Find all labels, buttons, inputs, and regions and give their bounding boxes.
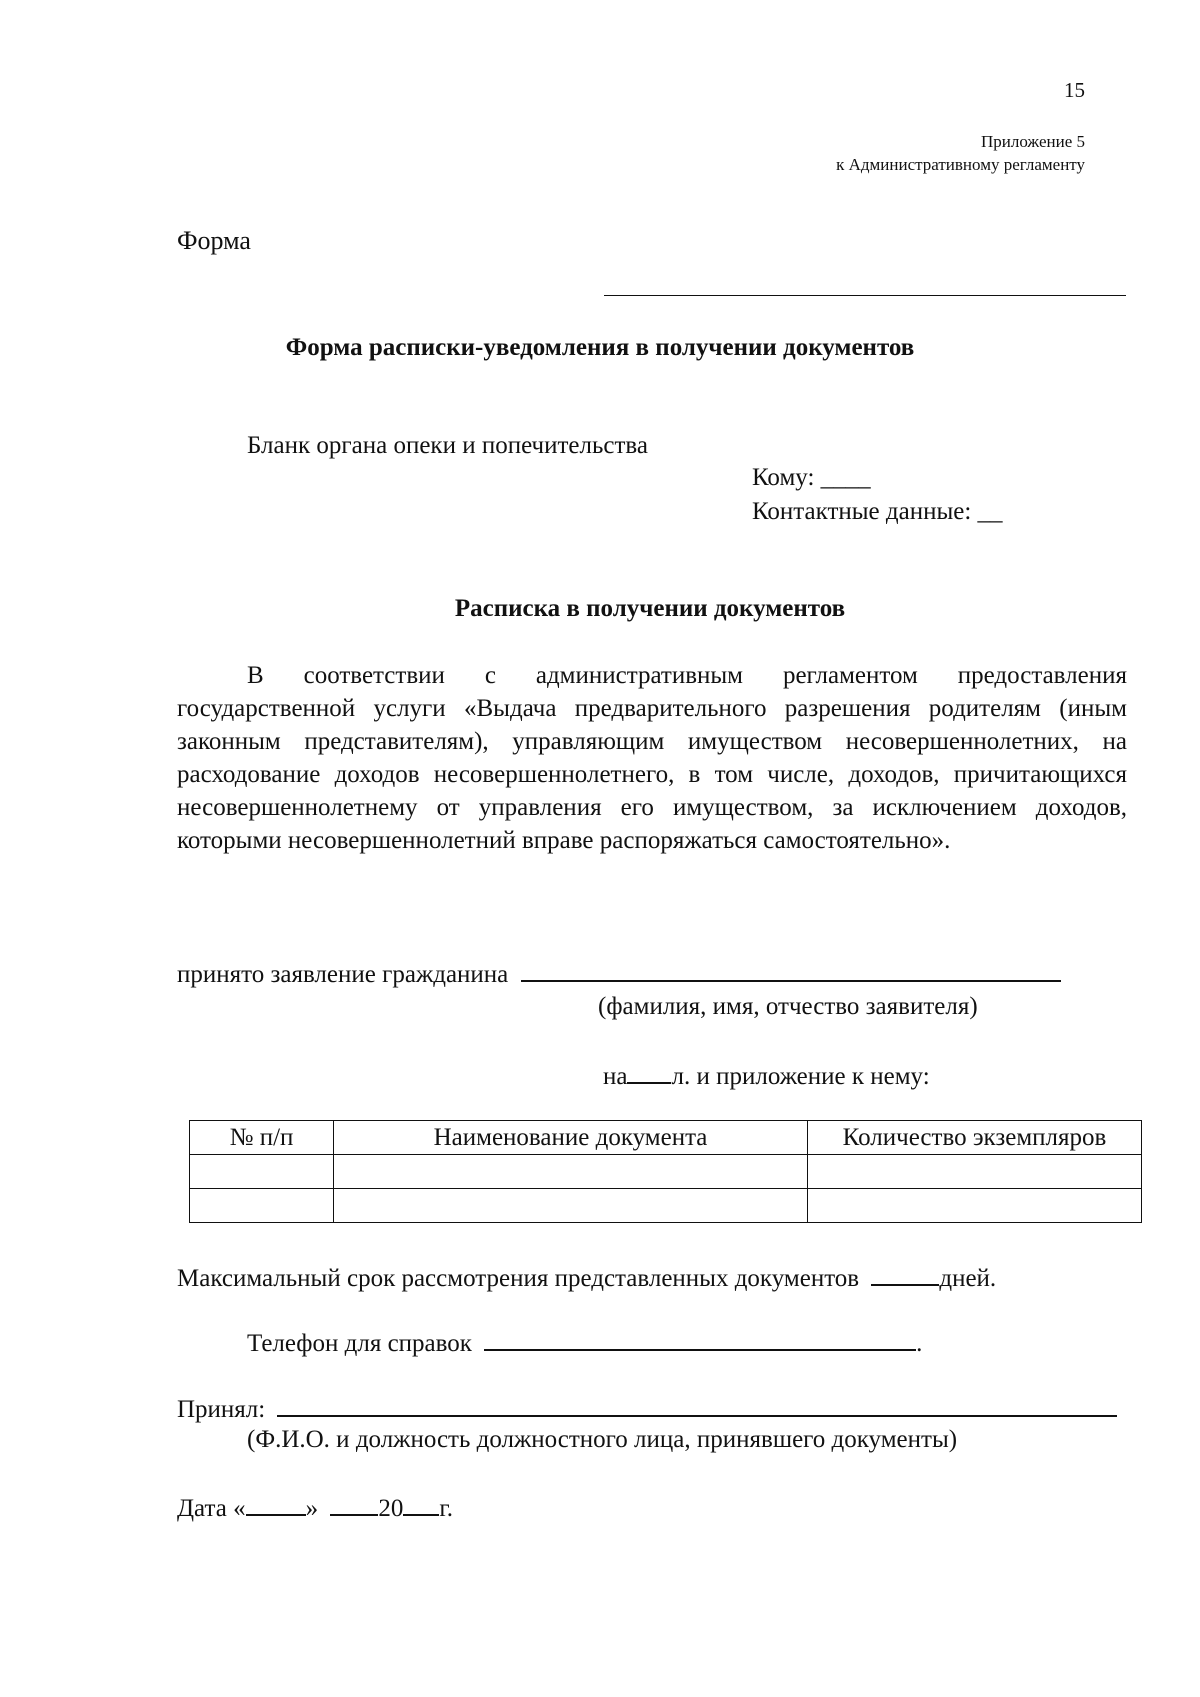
table-row xyxy=(190,1155,1142,1189)
accepted-by-row xyxy=(177,1393,1117,1424)
page-number: 15 xyxy=(1064,78,1085,102)
date-row xyxy=(177,1492,453,1523)
documents-table xyxy=(189,1120,1142,1223)
pages-row xyxy=(603,1060,930,1091)
accepted-by-label: Принял: xyxy=(177,1396,266,1423)
phone-row xyxy=(247,1327,922,1358)
phone-label: Телефон для справок xyxy=(247,1330,472,1357)
table-header-document: Наименование документа xyxy=(334,1121,808,1155)
table-row xyxy=(190,1189,1142,1223)
recipient-to: Кому: ____ xyxy=(752,464,871,491)
accepted-by-caption: (Ф.И.О. и должность должностного лица, принявшего документы) xyxy=(247,1426,958,1453)
table-cell[interactable] xyxy=(190,1155,334,1189)
pages-count-line[interactable] xyxy=(627,1060,671,1084)
blank-label: Бланк органа опеки и попечительства xyxy=(247,432,649,459)
top-blank-line xyxy=(604,295,1126,296)
accepted-statement-label: принято заявление гражданина xyxy=(177,961,509,988)
appendix-note xyxy=(836,130,1085,176)
date-day-line[interactable] xyxy=(246,1492,306,1516)
body-paragraph: В соответствии с административным регламентом предоставления государственной услуги «Выдача предварительного разрешения родителям (иным законным представителям), управляющим имуществом несовершеннолетних, на расходование доходов несовершеннолетнего, в том числе, доходов, причитающихся несовершеннолетнему от управления его имуществом, за исключением доходов, которыми несовершеннолетний вправе распоряжаться самостоятельно». xyxy=(177,662,1127,854)
table-header-number: № п/п xyxy=(190,1121,334,1155)
form-label: Форма xyxy=(177,226,251,255)
max-term-row xyxy=(177,1262,996,1293)
date-year-line[interactable] xyxy=(403,1492,439,1516)
date-year-prefix: 20 xyxy=(378,1495,404,1522)
table-cell[interactable] xyxy=(334,1189,808,1223)
max-term-suffix: дней. xyxy=(939,1265,997,1292)
table-cell[interactable] xyxy=(334,1155,808,1189)
recipient-contacts: Контактные данные: __ xyxy=(752,498,1003,525)
phone-line[interactable] xyxy=(484,1327,916,1351)
applicant-caption: (фамилия, имя, отчество заявителя) xyxy=(598,993,978,1020)
document-title: Форма расписки-уведомления в получении документов xyxy=(285,334,915,361)
phone-end: . xyxy=(916,1330,923,1357)
date-label: Дата « xyxy=(177,1495,246,1522)
date-month-line[interactable] xyxy=(330,1492,378,1516)
appendix-line-1: Приложение 5 xyxy=(981,132,1085,151)
accepted-by-line[interactable] xyxy=(277,1393,1117,1417)
max-term-label: Максимальный срок рассмотрения представленных документов xyxy=(177,1265,860,1292)
table-cell[interactable] xyxy=(190,1189,334,1223)
accepted-statement-row xyxy=(177,958,1061,989)
applicant-name-line[interactable] xyxy=(521,958,1061,982)
receipt-title: Расписка в получении документов xyxy=(454,595,846,622)
table-header-copies: Количество экземпляров xyxy=(808,1121,1142,1155)
table-header-row xyxy=(190,1121,1142,1155)
date-suffix: г. xyxy=(439,1495,454,1522)
max-term-days-line[interactable] xyxy=(871,1262,939,1286)
date-mid: » xyxy=(305,1495,319,1522)
table-cell[interactable] xyxy=(808,1189,1142,1223)
pages-suffix: л. и приложение к нему: xyxy=(671,1063,930,1090)
pages-prefix: на xyxy=(603,1063,628,1090)
appendix-line-2: к Административному регламенту xyxy=(836,155,1085,174)
table-cell[interactable] xyxy=(808,1155,1142,1189)
